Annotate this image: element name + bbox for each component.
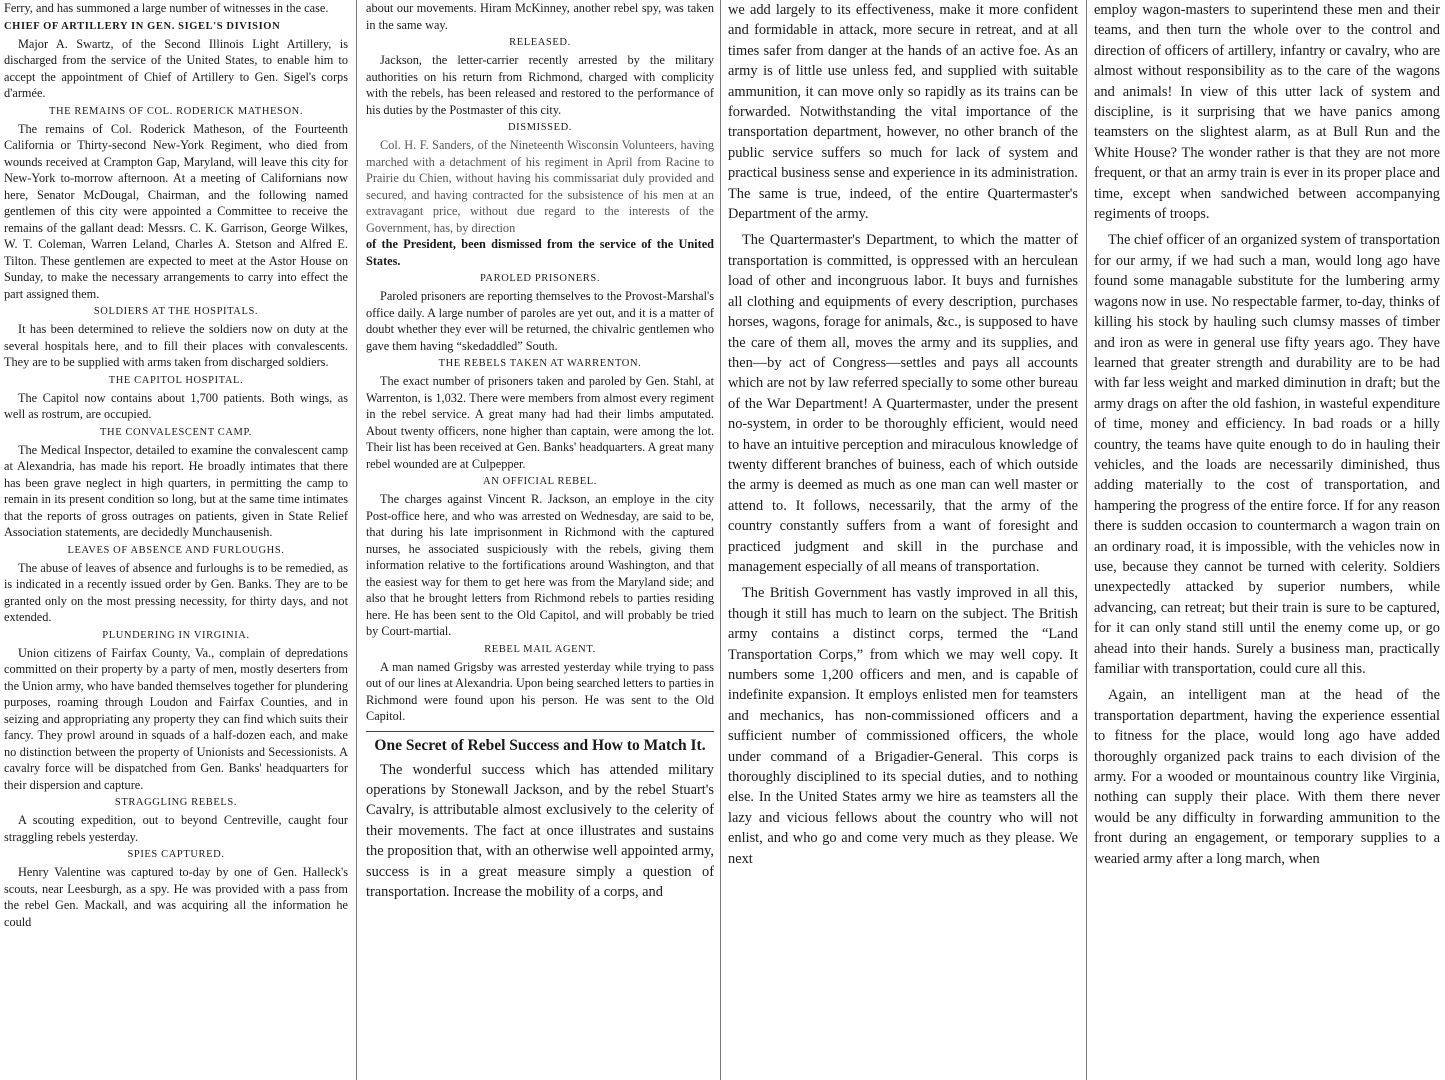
section-heading: REBEL MAIL AGENT. — [484, 643, 596, 655]
section-heading: THE REBELS TAKEN AT WARRENTON. — [438, 358, 642, 369]
section-heading: DISMISSED. — [507, 122, 573, 133]
section-heading: THE CONVALESCENT CAMP. — [100, 426, 252, 438]
section-heading: PLUNDERING IN VIRGINIA. — [102, 629, 250, 641]
section-heading: CHIEF OF ARTILLERY IN GEN. SIGEL'S DIVISION — [4, 20, 281, 32]
news-paragraph: Paroled prisoners are reporting themselves to the Provost-Marshal's office daily. A large number of paroles are yet out, and it is a matter of doubt whether they ever will be returned, the chivalric gentlemen who gave them having “skedaddled” South. — [366, 289, 714, 353]
news-paragraph: The remains of Col. Roderick Matheson, of the Fourteenth California or Thirty-second New-York Regiment, who died from wounds received at Crampton Gap, Maryland, will leave this city for New-York to-morrow afternoon. At a meeting of Californians now here, Senator McDougal, Chairman, and the following named gentlemen of this city were appointed a Committee to receive the remains of the gallant dead: Messrs. C. K. Garrison, George Wilkes, W. T. Coleman, Warren Leland, Charles A. Stetson and Alfred E. Tilton. These gentlemen are expected to meet at the Astor House on Sunday, to make the necessary arrangements to carry into effect the part assigned them. — [4, 121, 348, 301]
article-paragraph: Again, an intelligent man at the head of the transportation department, having the experience essential to fitness for the place, would long ago have added thoroughly organized pack trains to each division of the army. For a wooded or mountainous country like Virginia, nothing can supply their place. With them there never would be any difficulty in forwarding ammunition to the front during an engagement, or temporary supplies to a wearied army after a long march, when — [1094, 687, 1440, 867]
news-paragraph: The Medical Inspector, detailed to examine the convalescent camp at Alexandria, has made his report. He broadly intimates that there has been grave neglect in high quarters, in permitting the camp to remain in its present condition so long, but at the same time intimates that the reports of gross outrages on patients, given in State Relief Association statements, are decidedly Munchausenish. — [4, 442, 348, 539]
column-4 — [1094, 0, 1440, 1080]
article-paragraph: employ wagon-masters to superintend these men and their teams, and then turn the whole over to the control and direction of officers of artillery, infantry or cavalry, who are almost without responsibility as to the care of the wagons and animals! In view of this utter lack of system and discipline, is it surprising that we have panics among teamsters on the slightest alarm, as at Bull Run and the White House? The wonder rather is that they are not more frequent, or that an army train is ever in its proper place and time, except when sandwiched between accompanying regiments of troops. — [1094, 2, 1440, 223]
section-heading: THE CAPITOL HOSPITAL. — [108, 374, 244, 386]
column-3 — [728, 0, 1078, 1080]
section-heading: AN OFFICIAL REBEL. — [483, 476, 597, 487]
article-paragraph: The wonderful success which has attended military operations by Stonewall Jackson, and by the rebel Stuart's Cavalry, is attributable almost exclusively to the celerity of their movements. The fact at once illustrates and sustains the proposition that, with an otherwise well appointed army, success is in a great measure simply a question of transportation. Increase the mobility of a corps, and — [366, 761, 714, 900]
column-1 — [4, 0, 348, 1080]
news-paragraph: The exact number of prisoners taken and paroled by Gen. Stahl, at Warrenton, is 1,032. There were members from almost every regiment in the rebel service. A great many had had their limbs amputated. About twenty officers, none higher than captain, were among the lot. Their list has been received at Gen. Banks' headquarters. A great many rebel wounded are at Culpepper. — [366, 374, 714, 471]
news-paragraph: The charges against Vincent R. Jackson, an employe in the city Post-office here, and who was arrested on Wednesday, are said to be, that during his late imprisonment in Richmond with the captured nurses, he associated suspiciously with the rebels, giving them information relative to the fortifications around Washington, and that the easiest way for them to get here was from the Maryland side; and also that he brought letters from Richmond rebels to parties residing here. He has been sent to the Old Capitol, and will probably be tried by Court-martial. — [366, 492, 714, 638]
news-paragraph: A scouting expedition, out to beyond Centreville, caught four straggling rebels yesterday. — [4, 813, 348, 844]
news-paragraph: A man named Grigsby was arrested yesterday while trying to pass out of our lines at Alexandria. Upon being searched letters to parties in Richmond were found upon his person. He was sent to the Old Capitol. — [366, 659, 714, 723]
article-paragraph: we add largely to its effectiveness, make it more confident and formidable in attack, more secure in retreat, and at all times safer from danger at the hands of an active foe. As an army is of little use unless fed, and supplied with suitable ammunition, it can move only so rapidly as its trains can be forwarded. Notwithstanding the vital importance of the transportation department, however, no other branch of the public service suffers so much for lack of system and practical business sense and experience in its administration. The same is true, indeed, of the entire Quartermaster's Department of the army. — [728, 2, 1078, 223]
news-paragraph: Major A. Swartz, of the Second Illinois Light Artillery, is discharged from the service of the United States, to enable him to accept the appointment of Chief of Artillery to Gen. Sigel's corps d'armée. — [4, 36, 348, 100]
article-paragraph: The Quartermaster's Department, to which the matter of transportation is committed, is oppressed with an herculean load of other and incongruous labor. It buys and furnishes all clothing and equipments of every description, purchases horses, wagons, forage for animals, &c., is supposed to have the care of them all, moves the army and its supplies, and then—by act of Congress—settles and pays all accounts which are not by law referred specially to some other bureau of the War Department! A Quartermaster, under the present no-system, in order to be thoroughly efficient, would need to have an intuitive perception and miraculous knowledge of twenty different branches of buiness, each of which outside the army is deemed as much as one man can well master or attend to. It follows, necessarily, that the army of the country constantly suffers from a want of foresight and practiced judgment and skill in the purchase and management especially of all means of transportation. — [728, 232, 1078, 575]
column-rule — [1086, 0, 1087, 1080]
section-heading: THE REMAINS OF COL. RODERICK MATHESON. — [48, 105, 304, 117]
news-paragraph: It has been determined to relieve the soldiers now on duty at the several hospitals here, and to fill their places with convalescents. They are to be supplied with arms taken from discharged soldiers. — [4, 322, 348, 369]
news-paragraph: Henry Valentine was captured to-day by one of Gen. Halleck's scouts, near Leesburgh, as a spy. He was provided with a pass from the rebel Gen. Mackall, and was acquiring all the information he could — [4, 865, 348, 929]
news-paragraph: Union citizens of Fairfax County, Va., complain of depredations committed on their property by a party of men, mostly deserters from the Union army, who have banded themselves together for plundering purposes, roaming through Loudon and Fairfax Counties, and in seizing and appropriating any property they can find which suits their fancy. They prowl around in squads of a half-dozen each, and make no distinction between the property of Unionists and Secessionists. A cavalry force will be dispatched from Gen. Banks' headquarters for their dispersion and capture. — [4, 645, 348, 792]
column-rule — [356, 0, 357, 1080]
section-heading: SOLDIERS AT THE HOSPITALS. — [93, 306, 259, 317]
section-heading: SPIES CAPTURED. — [127, 849, 225, 860]
news-paragraph: Jackson, the letter-carrier recently arrested by the military authorities on his return from Richmond, charged with complicity with the rebels, has been released and restored to the performance of his duties by the Postmaster of this city. — [366, 53, 714, 117]
section-heading: LEAVES OF ABSENCE AND FURLOUGHS. — [67, 544, 285, 556]
news-paragraph: about our movements. Hiram McKinney, another rebel spy, was taken in the same way. — [366, 1, 714, 32]
news-paragraph: Col. H. F. Sanders, of the Nineteenth Wisconsin Volunteers, having marched with a detachment of his regiment in April from Racine to Prairie du Chien, without having his commissariat duly provided and secured, and having contracted for the subsistence of his men at an extravagant price, without due regard to the interests of the Government, has, by direction — [366, 138, 714, 235]
news-paragraph: of the President, been dismissed from the service of the United States. — [366, 237, 714, 268]
news-paragraph: Ferry, and has summoned a large number of witnesses in the case. — [4, 1, 329, 15]
news-paragraph: The Capitol now contains about 1,700 patients. Both wings, as well as rostrum, are occupied. — [4, 390, 348, 421]
section-heading: PAROLED PRISONERS. — [479, 273, 601, 284]
column-2 — [366, 0, 714, 1080]
article-title: One Secret of Rebel Success and How to Match It. — [366, 731, 714, 756]
article-paragraph: The chief officer of an organized system of transportation for our army, if we had such a man, would long ago have found some managable substitute for the lumbering army wagons now in use. No respectable farmer, to-day, thinks of killing his stock by hauling such clumsy masses of timber and iron as were in general use fifty years ago. They have learned that greater strength and durability are to be had with far less weight and marked diminution in draft; but the army drags on after the old fashion, in wasteful expenditure of time, money and efficiency. In bad roads or a hilly country, the teams have quite enough to do in hauling their vehicles, and the loads are necessarily diminished, thus adding materially to the cost of transportation, and hampering the progress of the entire force. If for any reason there is sudden occasion to countermarch a wagon train on an ordinary road, it is impossible, with the vehicles now in use, because they cannot be turned with celerity. Soldiers unexpectedly attacked by superior numbers, while advancing, can retreat; but their train is sure to be captured, for it can only stand still until the enemy come up, or go ahead into their hands. Surely a business man, practically familiar with transportation, could cure all this. — [1094, 232, 1440, 677]
news-paragraph: The abuse of leaves of absence and furloughs is to be remedied, as is indicated in a recently issued order by Gen. Banks. They are to be granted only on the most pressing necessity, for thirty days, and not extended. — [4, 560, 348, 624]
section-heading: STRAGGLING REBELS. — [114, 797, 238, 808]
column-2-news — [366, 0, 714, 725]
article-paragraph: The British Government has vastly improved in all this, though it still has much to learn on the subject. The British army contains a distinct corps, termed the “Land Transportation Corps,” from which we may well copy. It numbers some 1,200 officers and men, and is capable of indefinite expansion. It employs enlisted men for teamsters and mechanics, has non-commissioned officers and a sufficient number of commissioned officers, the whole under command of a Brigadier-General. This corps is thoroughly disciplined to its special duties, and to nothing else. In the United States army we hire as teamsters all the lazy and vicious fellows about the country who will not enlist, and who go and come very much as they please. We next — [728, 585, 1078, 867]
column-rule — [720, 0, 721, 1080]
section-heading: RELEASED. — [509, 37, 571, 48]
